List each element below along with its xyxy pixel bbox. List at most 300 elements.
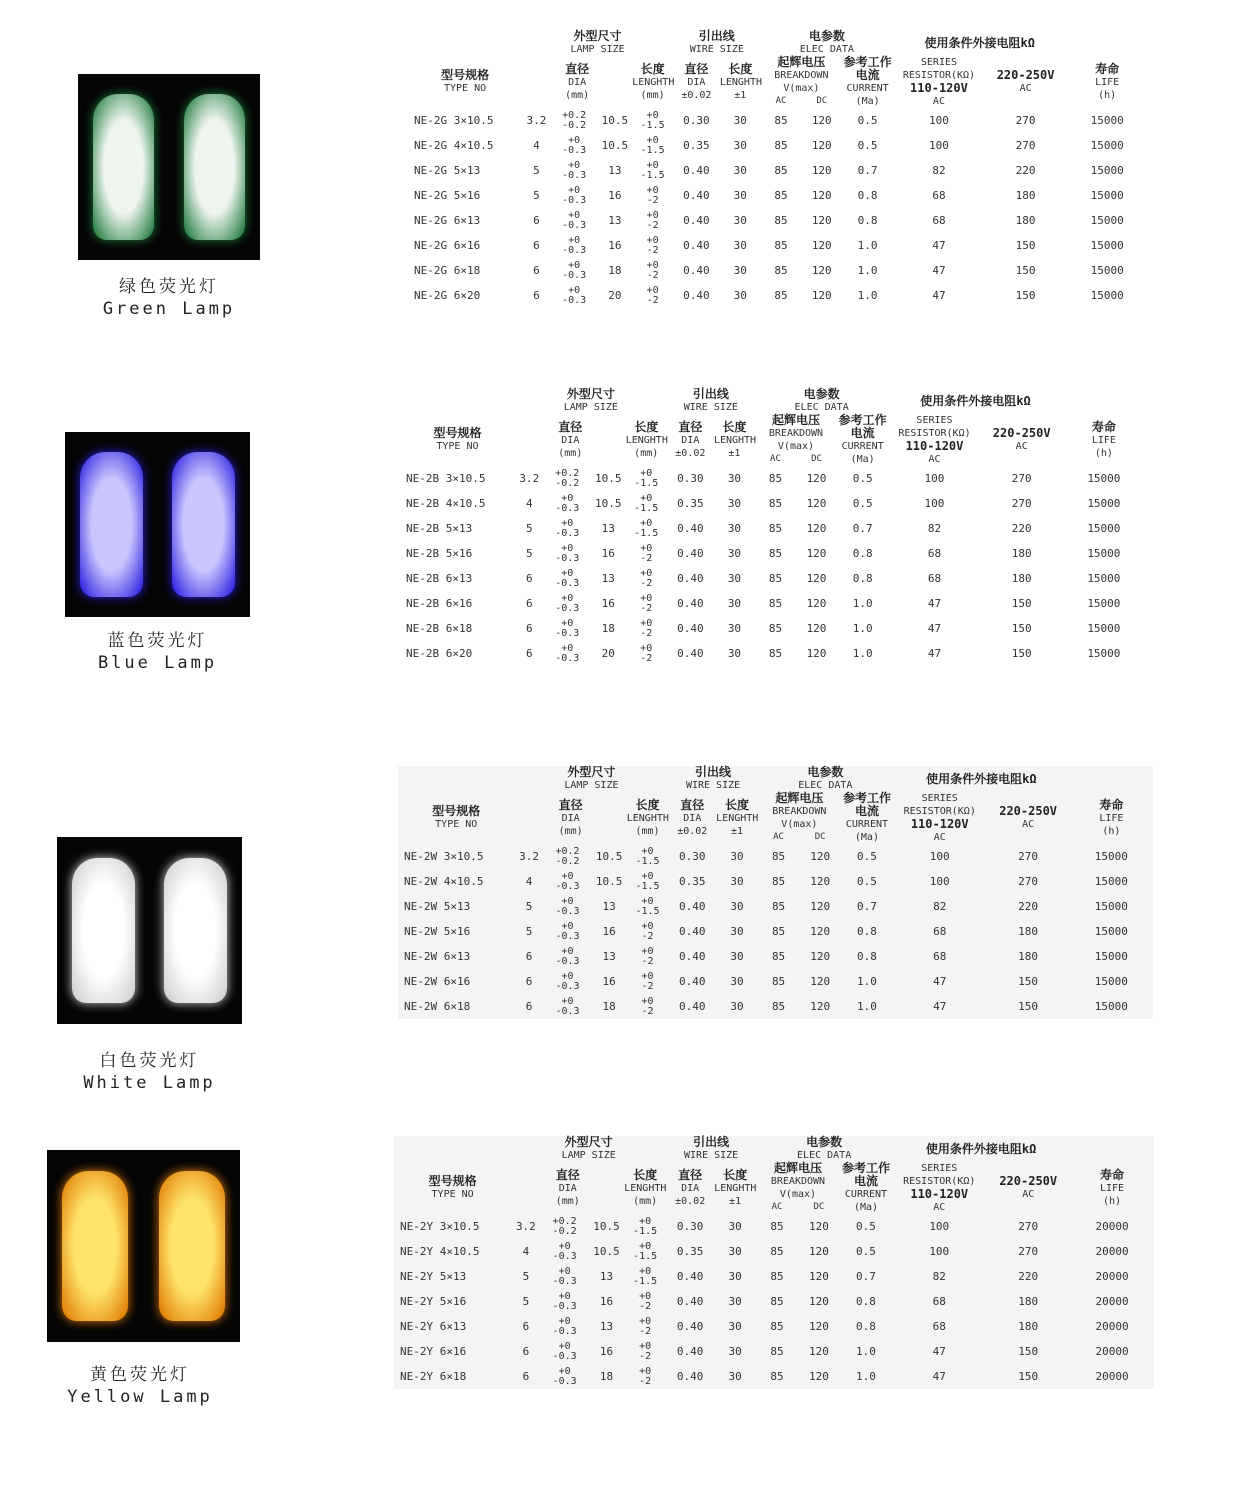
wire-dia-value: 0.40 [683,264,710,277]
table-row [408,108,1148,133]
resistor-220 [986,1314,1070,1339]
length-header-text: (mm) [640,89,665,101]
tolerance-plus: +0 [639,1340,652,1352]
dia [514,969,543,994]
tolerance-minus: -2 [639,1300,652,1312]
dia-tolerance [551,233,598,258]
tolerance-plus: +0 [641,870,654,882]
type-header [400,414,515,466]
resistor-220 [981,466,1063,491]
life [1063,466,1145,491]
tolerance [553,1292,577,1312]
current [837,466,888,491]
tolerance-minus: -2 [640,552,653,564]
life [1070,919,1153,944]
life-value: 15000 [1094,975,1128,988]
type-no-value: NE-2G 6×20 [414,289,481,302]
dia-header-text: 直径 [558,797,583,812]
tolerance-plus: +0 [640,617,653,629]
life-value: 15000 [1087,547,1121,560]
length-tolerance [626,566,667,591]
wire-length [720,283,761,308]
dia-value: 4 [533,139,540,152]
length [589,1239,625,1264]
resistor-220-value: 270 [1018,875,1039,888]
type-no [400,466,515,491]
dia-header-text: 直径 [558,419,583,434]
resistor-110 [892,1214,986,1239]
life [1070,844,1153,869]
header-row [398,766,1153,792]
tolerance [633,1242,657,1262]
dia-header-text: 直径 [555,1167,580,1182]
breakdown-ac-value: 85 [768,472,783,485]
ac-label: AC [773,832,784,842]
breakdown-dc [796,516,837,541]
type-no [408,183,522,208]
tolerance [562,136,586,156]
wire-dia-header-text: ±0.02 [677,825,708,837]
length-value: 10.5 [593,1220,620,1233]
length-value: 18 [608,264,622,277]
wire-dia [673,183,720,208]
tolerance-minus: -2 [639,1350,652,1362]
length-tolerance [632,133,673,158]
length-tolerance [626,641,667,666]
resistor-220-value: 180 [1018,1320,1039,1333]
type-no-value: NE-2B 4×10.5 [406,497,486,510]
wire-length-value: 30 [727,547,742,560]
current-header-text: 参考工作电流 [842,791,891,818]
resistor-220 [987,869,1070,894]
dia-tolerance [544,566,591,591]
tolerance-plus: +0 [639,1365,652,1377]
life [1063,516,1145,541]
type-no-value: NE-2B 6×13 [406,572,473,585]
tolerance-plus: +0 [646,109,659,121]
life-header-text: 寿命 [1091,419,1116,434]
breakdown-dc [801,208,842,233]
resistor-220 [985,258,1067,283]
wire-dia [666,1289,714,1314]
elec-data-header-text: ELEC DATA [794,402,849,413]
life-value: 15000 [1090,289,1124,302]
dia-tolerance [544,844,592,869]
wire-dia-value: 0.40 [676,1370,704,1383]
resistor-220 [985,208,1067,233]
type-no [394,1364,511,1389]
wire-length-header-text: 长度 [723,1167,748,1182]
tolerance-plus: +0 [639,1290,652,1302]
wire-length [714,541,755,566]
tolerance-plus: +0 [568,259,581,271]
caption-english: Blue Lamp [97,653,218,673]
current-header-text: (Ma) [854,832,879,843]
dia-value: 6 [522,1345,530,1358]
dia [514,844,543,869]
tolerance-minus: -2 [641,1005,654,1017]
length [598,258,633,283]
length-header [626,414,667,466]
type-no-value: NE-2G 6×13 [414,214,481,227]
wire-dia-value: 0.40 [679,950,706,963]
tolerance-minus: -0.3 [552,1375,577,1387]
resistor-110-value: 68 [932,189,946,202]
tolerance-minus: -0.3 [552,1300,577,1312]
resistor-110 [892,1364,986,1389]
resistor-220-value: 150 [1015,239,1036,252]
table-row [400,516,1145,541]
wire-length-value: 30 [730,850,744,863]
resistor-220-value: 270 [1018,1220,1039,1233]
length [591,969,626,994]
dia [515,516,544,541]
resistor-220-header-text: 220-250V [999,804,1058,818]
wire-length [714,616,755,641]
breakdown-dc-value: 120 [811,189,832,202]
wire-dia-value: 0.35 [677,497,704,510]
type-no-value: NE-2B 3×10.5 [406,472,486,485]
type-no-value: NE-2Y 4×10.5 [400,1245,480,1258]
wire-dia [668,969,716,994]
wire-dia-value: 0.30 [683,114,710,127]
wire-dia [673,108,720,133]
tolerance [555,897,579,917]
wire-dia [673,208,720,233]
life-value: 15000 [1094,950,1128,963]
tolerance-plus: +0 [639,1265,652,1277]
tolerance [636,847,660,867]
current [842,258,893,283]
breakdown-header [758,792,841,844]
wire-length-value: 30 [727,472,742,485]
breakdown-dc-value: 120 [810,875,831,888]
wire-length [714,1264,756,1289]
life-value: 15000 [1087,572,1121,585]
dia [511,1339,540,1364]
life-header-text: 寿命 [1095,61,1120,76]
dia [522,283,551,308]
breakdown-dc [801,258,842,283]
life [1066,258,1148,283]
type-no-value: NE-2W 4×10.5 [404,875,484,888]
tolerance-plus: +0 [639,1315,652,1327]
wire-size-header-text: 引出线 [698,29,735,43]
type-no-value: NE-2Y 3×10.5 [400,1220,480,1233]
breakdown-header [756,1162,840,1214]
resistor-110 [893,133,985,158]
dia-tolerance [544,541,591,566]
tolerance-minus: -0.3 [555,980,580,992]
length-value: 10.5 [595,850,623,863]
tolerance-plus: +0 [561,617,574,629]
spec-table [398,766,1153,1019]
resistor-220-value: 270 [1018,850,1039,863]
current [837,566,888,591]
current [840,1214,892,1239]
wire-length-header-text: LENGHTH [719,76,762,88]
breakdown-ac-value: 85 [770,1270,784,1283]
life [1070,1289,1154,1314]
tolerance-minus: -2 [646,219,659,231]
tolerance-minus: -0.3 [562,269,587,281]
resistor-110 [893,944,987,969]
blank-cell [408,30,522,56]
current-header [840,1162,892,1214]
dia-tolerance [541,1364,589,1389]
breakdown-dc-value: 120 [806,647,827,660]
tolerance-plus: +0 [558,1340,571,1352]
header-row [394,1162,1154,1214]
tolerance-plus: +0 [640,492,653,504]
breakdown-dc [799,869,841,894]
wire-length [714,1314,756,1339]
breakdown-dc [796,566,837,591]
tolerance [642,997,654,1017]
tolerance-plus: +0 [561,870,574,882]
lamp-bulb [72,858,135,1004]
tolerance-plus: +0 [646,284,659,296]
resistor-220-value: 180 [1015,214,1036,227]
current-header-text: (Ma) [853,1202,879,1213]
length-value: 20 [608,289,622,302]
elec-data-header-text: 电参数 [806,1135,843,1149]
resistor-220-header-text: 220-250V [999,1174,1058,1188]
resistor-110-header-text: 110-120V [910,81,968,95]
table-row [408,133,1148,158]
lamp-size-header-text: LAMP SIZE [564,780,619,791]
wire-length-header-text: ±1 [729,1195,742,1207]
breakdown-dc [798,1239,840,1264]
wire-dia-value: 0.35 [683,139,710,152]
breakdown-dc-value: 120 [808,1320,829,1333]
length [598,158,633,183]
lamp-bulb [172,452,235,596]
length [589,1364,625,1389]
dc-label: DC [811,454,822,464]
life-header-text: (h) [1098,89,1117,101]
caption-chinese: 白色荧光灯 [99,1051,200,1071]
lamp-size-header-text: LAMP SIZE [563,402,618,413]
current-value: 0.8 [857,214,878,227]
tolerance-minus: -0.3 [555,905,580,917]
length-value: 10.5 [595,472,622,485]
current [840,1364,892,1389]
elec-data-header-text: ELEC DATA [799,44,854,55]
length-tolerance [627,894,669,919]
breakdown-ac [761,208,802,233]
wire-dia-header-text: ±0.02 [675,1195,706,1207]
length-value: 13 [608,164,622,177]
breakdown-ac [756,1239,798,1264]
breakdown-ac-value: 85 [774,189,788,202]
tolerance [647,286,659,306]
breakdown-ac [761,158,802,183]
breakdown-dc [799,844,841,869]
resistor-110-value: 47 [927,597,942,610]
tolerance [640,619,652,639]
breakdown-ac [755,491,796,516]
dia-header-text: DIA [561,812,580,824]
type-no [398,919,514,944]
resistor-220-value: 150 [1011,622,1032,635]
resistor-110 [893,844,987,869]
type-no [408,208,522,233]
resistor-110-value: 68 [933,950,947,963]
breakdown-header-text: BREAKDOWN [768,428,824,439]
life [1066,208,1148,233]
tolerance-minus: -0.2 [555,477,580,489]
lamp-size-header [511,1136,666,1162]
length [591,516,626,541]
blank-cell [398,766,514,792]
breakdown-ac-value: 85 [771,900,786,913]
tolerance [640,644,652,664]
lamp-bulb [80,452,143,596]
dia-tolerance [544,894,592,919]
wire-dia-value: 0.40 [677,597,704,610]
resistor-220 [986,1339,1070,1364]
breakdown-ac [755,516,796,541]
life-value: 15000 [1090,264,1124,277]
wire-dia-value: 0.40 [677,522,704,535]
life-value: 15000 [1087,647,1121,660]
life [1066,233,1148,258]
resistor-220 [981,516,1063,541]
breakdown-dc-value: 120 [811,214,832,227]
tolerance-minus: -0.3 [555,955,580,967]
tolerance-minus: -2 [640,577,653,589]
wire-length-value: 30 [727,497,742,510]
breakdown-header-text: 起辉电压 [775,791,824,805]
wire-length [714,566,755,591]
resistor-110 [888,541,980,566]
dia-value: 6 [533,264,540,277]
length [589,1289,625,1314]
length-value: 18 [602,1000,616,1013]
tolerance [553,1267,577,1287]
breakdown-header-text: V(max) [781,819,818,830]
dia-tolerance [551,183,598,208]
resistor-110-header-text: SERIES RESISTOR(KΩ) [898,415,971,439]
length-tolerance [626,541,667,566]
type-header-text: TYPE NO [436,441,479,452]
length [589,1214,625,1239]
type-header [398,792,514,844]
tolerance [555,644,579,664]
wire-dia-value: 0.40 [683,239,710,252]
resistor-110-value: 47 [932,239,946,252]
lamp-caption [40,1364,240,1408]
breakdown-header-text: 起辉电压 [773,1161,822,1175]
life-value: 15000 [1090,239,1124,252]
tolerance-plus: +0 [646,159,659,171]
breakdown-dc-value: 120 [810,1000,831,1013]
length [591,944,626,969]
tolerance [555,997,579,1017]
elec-data-header [755,388,888,414]
type-header-text: 型号规格 [433,426,482,440]
wire-length-header-text: 长度 [724,797,749,812]
wire-dia-value: 0.40 [679,900,706,913]
length-value: 13 [608,214,622,227]
tolerance [555,847,579,867]
length-value: 16 [608,239,622,252]
life [1070,869,1153,894]
dia-value: 4 [525,875,533,888]
elec-data-header-text: ELEC DATA [798,780,853,791]
length-header-text: 长度 [633,1167,658,1182]
tolerance-minus: -0.3 [555,652,580,664]
dia-value: 3.2 [526,114,547,127]
length [598,183,633,208]
lamp-size-header [522,30,673,56]
current-value: 1.0 [852,622,873,635]
tolerance-minus: -2 [641,955,654,967]
length-value: 13 [599,1320,614,1333]
dc-label: DC [816,96,828,106]
resistor-220-value: 180 [1018,950,1039,963]
wire-length [720,158,761,183]
breakdown-dc [798,1314,840,1339]
dia-header [514,792,626,844]
spec-table [394,1136,1154,1389]
type-no [398,994,514,1019]
resistor-220-value: 220 [1018,1270,1039,1283]
breakdown-ac-value: 85 [768,647,783,660]
breakdown-dc [796,466,837,491]
caption-english: Green Lamp [102,299,236,319]
length-value: 13 [599,1270,614,1283]
resistor-220-value: 150 [1015,289,1036,302]
current-value: 0.5 [857,114,878,127]
tolerance-minus: -1.5 [633,1225,658,1237]
tolerance-plus: +0 [641,895,654,907]
type-no-value: NE-2W 5×16 [404,925,471,938]
dia-tolerance [544,944,592,969]
wire-dia [673,133,720,158]
wire-dia-value: 0.35 [676,1245,704,1258]
dia-tolerance [551,133,598,158]
life-header-text: (h) [1102,825,1121,837]
wire-dia [673,158,720,183]
resistor-220-header-text: 220-250V [996,68,1055,82]
wire-length-header-text: 长度 [722,419,747,434]
type-no [394,1264,511,1289]
dia-tolerance [541,1214,589,1239]
tolerance [553,1217,577,1237]
tolerance-minus: -1.5 [635,855,660,867]
resistor-110-header-text: AC [933,832,946,843]
type-no-value: NE-2W 6×18 [404,1000,471,1013]
resistor-110-header-text: AC [928,454,941,465]
table-row [394,1239,1154,1264]
resistor-110 [893,869,987,894]
type-no [400,566,515,591]
dia-value: 6 [522,1320,530,1333]
resistor-220 [987,844,1070,869]
breakdown-dc-value: 120 [806,497,827,510]
resistor-110-value: 68 [933,925,947,938]
dia [515,491,544,516]
tolerance-plus: +0 [641,995,654,1007]
table-row [400,566,1145,591]
wire-length-header [714,1162,756,1214]
table-row [394,1364,1154,1389]
wire-dia-value: 0.40 [683,289,710,302]
resistor-110 [893,108,985,133]
breakdown-dc-value: 120 [806,522,827,535]
